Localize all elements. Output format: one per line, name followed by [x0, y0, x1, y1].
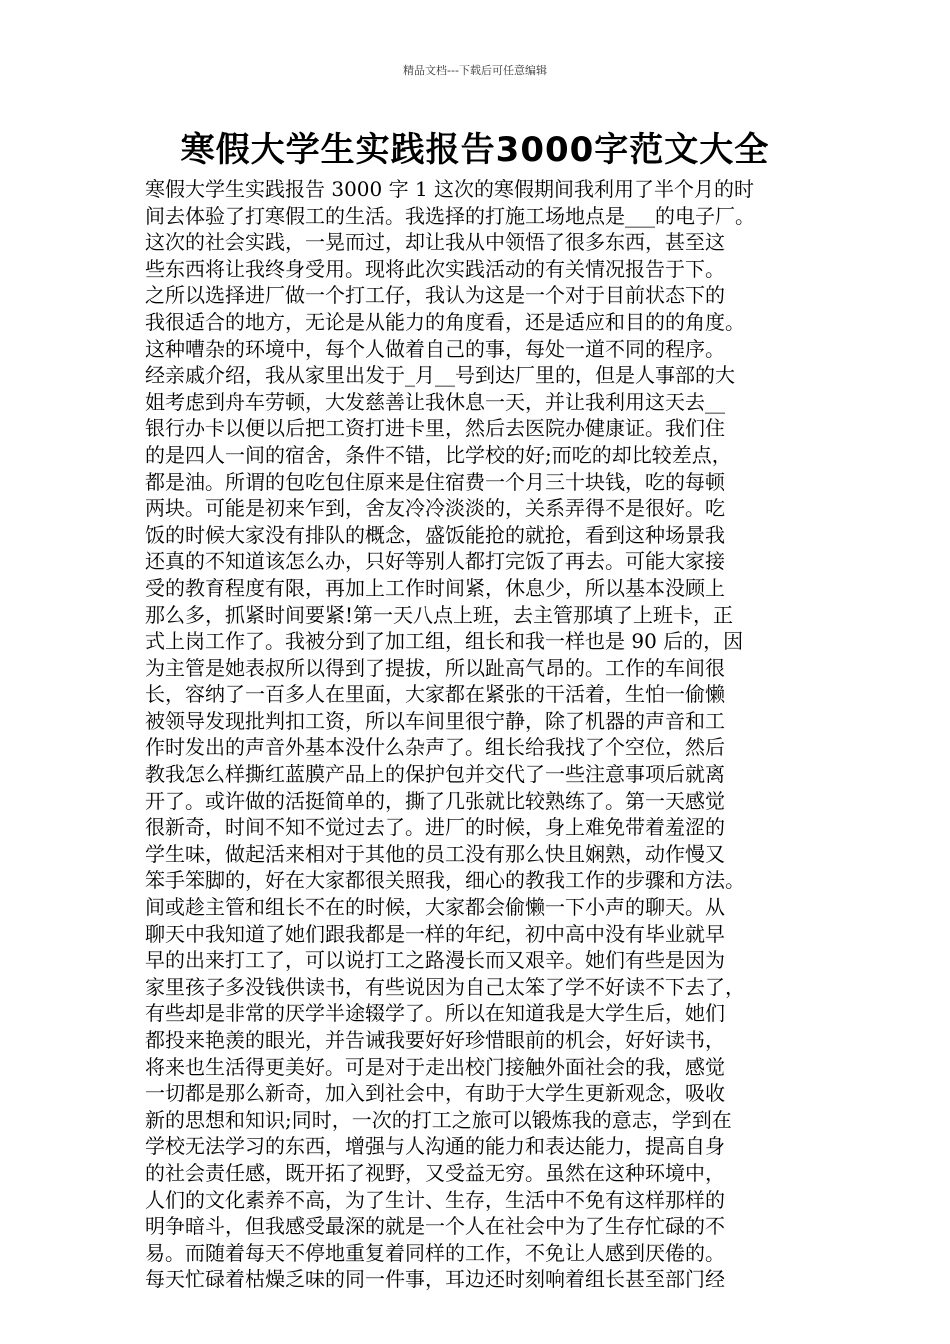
- body-line: 聊天中我知道了她们跟我都是一样的年纪，初中高中没有毕业就早: [145, 921, 725, 946]
- body-line: 将来也生活得更美好。可是对于走出校门接触外面社会的我，感觉: [145, 1054, 725, 1079]
- body-line: 都投来艳羡的眼光，并告诫我要好好珍惜眼前的机会，好好读书，: [145, 1028, 725, 1052]
- body-line: 的社会责任感，既开拓了视野，又受益无穷。虽然在这种环境中，: [145, 1160, 725, 1185]
- body-line: 这次的社会实践，一晃而过，却让我从中领悟了很多东西，甚至这: [145, 230, 725, 255]
- body-line: 人们的文化素养不高，为了生计、生存，生活中不免有这样那样的: [145, 1187, 725, 1212]
- body-line: 还真的不知道该怎么办，只好等别人都打完饭了再去。可能大家接: [145, 549, 725, 574]
- body-line: 银行办卡以便以后把工资打进卡里，然后去医院办健康证。我们住: [145, 416, 725, 441]
- body-line: 每天忙碌着枯燥乏味的同一件事，耳边还时刻响着组长甚至部门经: [145, 1267, 725, 1292]
- body-line: 经亲戚介绍，我从家里出发于_月__号到达厂里的，但是人事部的大: [145, 363, 735, 388]
- body-line: 家里孩子多没钱供读书，有些说因为自己太笨了学不好读不下去了，: [145, 974, 745, 999]
- body-line: 我很适合的地方，无论是从能力的角度看，还是适应和目的的角度。: [145, 309, 745, 334]
- body-line: 间或趁主管和组长不在的时候，大家都会偷懒一下小声的聊天。从: [145, 895, 725, 920]
- body-line: 教我怎么样撕红蓝膜产品上的保护包并交代了一些注意事项后就离: [145, 762, 725, 787]
- body-line: 受的教育程度有限，再加上工作时间紧，休息少，所以基本没顾上: [145, 575, 725, 600]
- body-text: [145, 176, 835, 1293]
- body-line: 的是四人一间的宿舍，条件不错，比学校的好;而吃的却比较差点，: [145, 442, 732, 467]
- body-line: 寒假大学生实践报告 3000 字 1 这次的寒假期间我利用了半个月的时: [145, 177, 755, 201]
- body-line: 饭的时候大家没有排队的概念，盛饭能抢的就抢，看到这种场景我: [145, 522, 725, 547]
- body-line: 都是油。所谓的包吃包住原来是住宿费一个月三十块钱，吃的每顿: [145, 469, 725, 494]
- body-line: 开了。或许做的活挺简单的，撕了几张就比较熟练了。第一天感觉: [145, 788, 725, 813]
- body-line: 两块。可能是初来乍到，舍友冷冷淡淡的，关系弄得不是很好。吃: [145, 496, 725, 521]
- body-line: 明争暗斗，但我感受最深的就是一个人在社会中为了生存忙碌的不: [145, 1214, 725, 1239]
- body-line: 些东西将让我终身受用。现将此次实践活动的有关情况报告于下。: [145, 256, 725, 281]
- body-line: 长，容纳了一百多人在里面，大家都在紧张的干活着，生怕一偷懒: [145, 682, 725, 707]
- body-line: 学生味，做起活来相对于其他的员工没有那么快且娴熟，动作慢又: [145, 841, 725, 866]
- header-note: 精品文档---下载后可任意编辑: [403, 64, 547, 77]
- body-line: 为主管是她表叔所以得到了提拔，所以趾高气昂的。工作的车间很: [145, 655, 725, 680]
- body-line: 这种嘈杂的环境中，每个人做着自己的事，每处一道不同的程序。: [145, 336, 725, 361]
- body-line: 一切都是那么新奇，加入到社会中，有助于大学生更新观念，吸收: [145, 1081, 725, 1106]
- body-line: 有些却是非常的厌学半途辍学了。所以在知道我是大学生后，她们: [145, 1001, 725, 1026]
- body-line: 易。而随着每天不停地重复着同样的工作，不免让人感到厌倦的。: [145, 1240, 725, 1265]
- body-line: 笨手笨脚的，好在大家都很关照我，细心的教我工作的步骤和方法。: [145, 868, 745, 893]
- body-line: 式上岗工作了。我被分到了加工组，组长和我一样也是 90 后的，因: [145, 629, 744, 654]
- body-line: 之所以选择进厂做一个打工仔，我认为这是一个对于目前状态下的: [145, 283, 725, 308]
- body-line: 很新奇，时间不知不觉过去了。进厂的时候，身上难免带着羞涩的: [145, 815, 725, 840]
- body-line: 姐考虑到舟车劳顿，大发慈善让我休息一天，并让我利用这天去__: [145, 389, 725, 414]
- body-line: 学校无法学习的东西，增强与人沟通的能力和表达能力，提高自身: [145, 1134, 725, 1159]
- body-line: 新的思想和知识;同时，一次的打工之旅可以锻炼我的意志，学到在: [145, 1107, 732, 1132]
- body-line: 那么多，抓紧时间要紧!第一天八点上班，去主管那填了上班卡，正: [145, 602, 734, 627]
- body-line: 作时发出的声音外基本没什么杂声了。组长给我找了个空位，然后: [145, 735, 725, 760]
- document-title: 寒假大学生实践报告3000字范文大全: [180, 130, 770, 170]
- body-line: 间去体验了打寒假工的生活。我选择的打施工场地点是___的电子厂。: [145, 203, 755, 228]
- body-line: 被领导发现批判扣工资，所以车间里很宁静，除了机器的声音和工: [145, 708, 725, 733]
- body-line: 早的出来打工了，可以说打工之路漫长而又艰辛。她们有些是因为: [145, 948, 725, 973]
